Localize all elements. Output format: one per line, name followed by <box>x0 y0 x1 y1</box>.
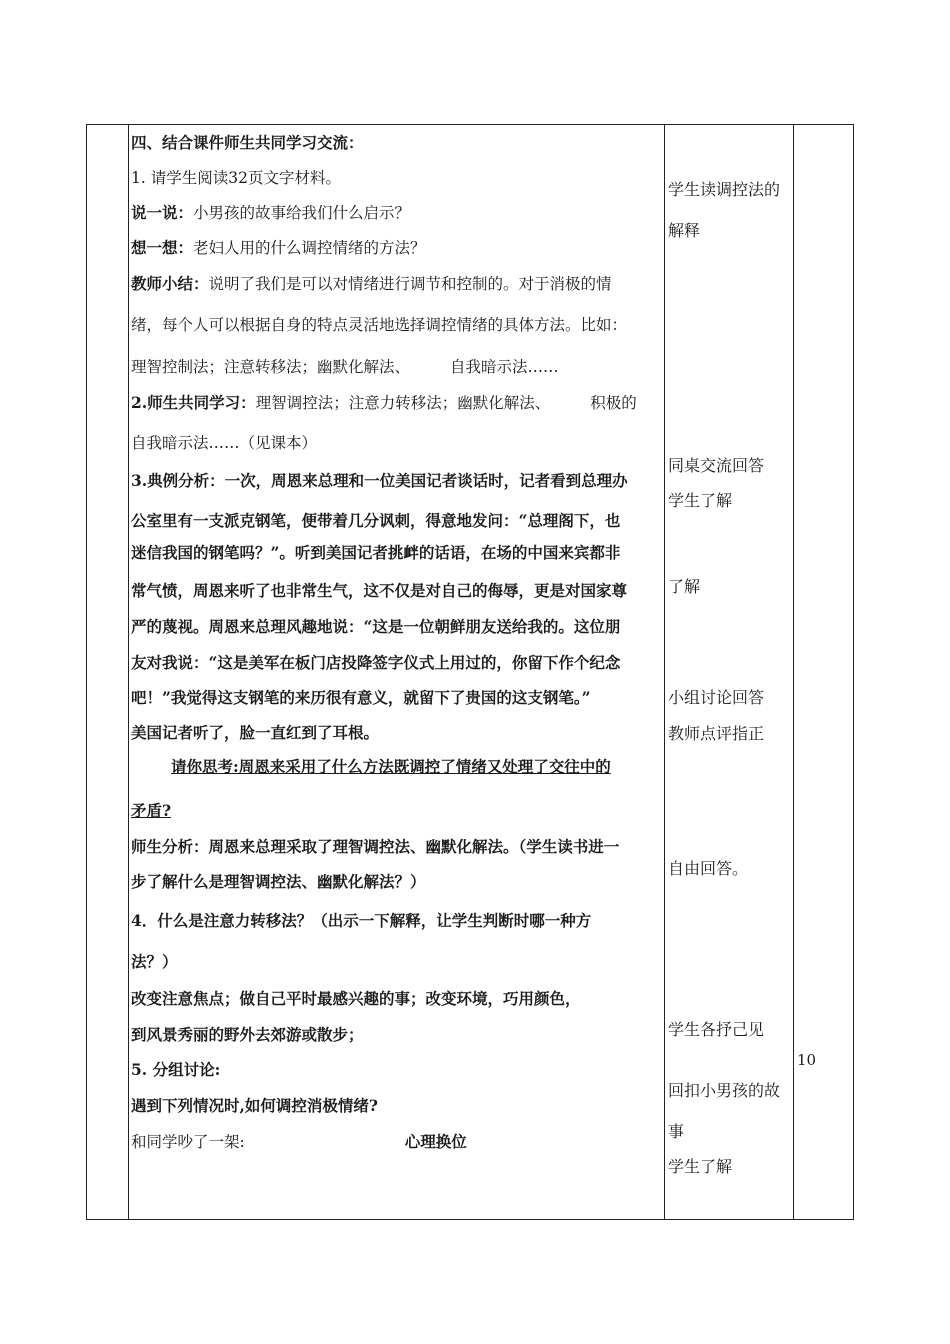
section-heading: 四、结合课件师生共同学习交流： <box>131 133 364 152</box>
case-line: 常气愤，周恩来听了也非常生气，这不仅是对自己的侮辱，更是对国家尊 <box>131 581 628 600</box>
content-line <box>131 393 637 413</box>
activity-line: 教师点评指正 <box>668 724 765 743</box>
activity-line: 了解 <box>668 577 701 596</box>
activity-line: 学生读调控法的 <box>668 180 781 199</box>
prompt-label: 想一想： <box>131 238 194 257</box>
content-line: 1. 请学生阅读32页文字材料。 <box>131 169 341 187</box>
content-line: 自我暗示法……（见课本） <box>131 434 318 452</box>
activity-line: 解释 <box>668 221 701 240</box>
content-line <box>131 357 559 377</box>
activity-line: 回扣小男孩的故 <box>668 1081 781 1100</box>
activity-line: 小组讨论回答 <box>668 688 765 707</box>
case-line: 美国记者听了，脸一直红到了耳根。 <box>131 723 380 742</box>
case-line: 严的蔑视。周恩来总理风趣地说：“这是一位朝鲜朋友送给我的。这位朋 <box>131 617 621 636</box>
activity-line: 学生了解 <box>668 491 733 510</box>
answer-line: 到风景秀丽的野外去郊游或散步； <box>131 1025 364 1044</box>
discussion-heading: 5. 分组讨论: <box>131 1060 221 1079</box>
case-line: 3.典例分析：一次，周恩来总理和一位美国记者谈话时，记者看到总理办 <box>131 471 628 490</box>
scenario: 和同学吵了一架: <box>131 1133 245 1151</box>
activity-line: 学生各抒己见 <box>668 1020 765 1039</box>
case-line: 吧！”我觉得这支钢笔的来历很有意义，就留下了贵国的这支钢笔。” <box>131 688 591 707</box>
step-label: 2.师生共同学习： <box>131 393 256 412</box>
activity-line: 自由回答。 <box>668 859 749 878</box>
content-line <box>131 238 426 258</box>
time-minutes: 10 <box>797 1051 817 1069</box>
question-line: 法？） <box>131 952 178 971</box>
case-line: 迷信我国的钢笔吗？”。听到美国记者挑衅的话语，在场的中国来宾都非 <box>131 543 621 562</box>
activity-line: 事 <box>668 1122 685 1141</box>
column-divider <box>664 125 665 1219</box>
column-divider <box>128 125 129 1219</box>
think-question: 矛盾? <box>131 801 172 820</box>
lesson-plan-table <box>86 124 854 1220</box>
method-list: 理智控制法；注意转移法；幽默化解法、 <box>131 358 411 376</box>
content-line: 绪，每个人可以根据自身的特点灵活地选择调控情绪的具体方法。比如： <box>131 316 628 334</box>
analysis-line: 步了解什么是理智调控法、幽默化解法？） <box>131 872 426 891</box>
prompt-label: 说一说： <box>131 203 194 222</box>
discussion-question: 遇到下列情况时,如何调控消极情绪? <box>131 1096 378 1115</box>
method-list-end: 积极的 <box>590 394 637 412</box>
question-line: 4．什么是注意力转移法？（出示一下解释，让学生判断时哪一种方 <box>131 911 592 930</box>
prompt-text: 小男孩的故事给我们什么启示？ <box>193 204 411 222</box>
case-line: 公室里有一支派克钢笔，便带着几分讽刺，得意地发问：“总理阁下，也 <box>131 511 621 530</box>
activity-line: 同桌交流回答 <box>668 456 765 475</box>
answer-line: 改变注意焦点；做自己平时最感兴趣的事；改变环境，巧用颜色， <box>131 989 581 1008</box>
prompt-text: 老妇人用的什么调控情绪的方法？ <box>193 239 426 257</box>
scenario-method: 心理换位 <box>404 1132 467 1151</box>
content-line <box>131 274 612 294</box>
case-line: 友对我说：“这是美军在板门店投降签字仪式上用过的，你留下作个纪念 <box>131 653 621 672</box>
analysis-line: 师生分析：周恩来总理采取了理智调控法、幽默化解法。（学生读书进一 <box>131 837 620 856</box>
activity-line: 学生了解 <box>668 1157 733 1176</box>
method-list-end: 自我暗示法…… <box>450 358 559 376</box>
think-question: 请你思考:周恩来采用了什么方法既调控了情绪又处理了交往中的 <box>171 757 611 776</box>
content-line <box>131 203 410 223</box>
summary-text: 说明了我们是可以对情绪进行调节和控制的。对于消极的情 <box>208 275 612 293</box>
scenario-line <box>131 1132 467 1152</box>
summary-label: 教师小结： <box>131 274 209 293</box>
column-divider <box>793 125 794 1219</box>
method-list: 理智调控法；注意力转移法；幽默化解法、 <box>255 394 551 412</box>
